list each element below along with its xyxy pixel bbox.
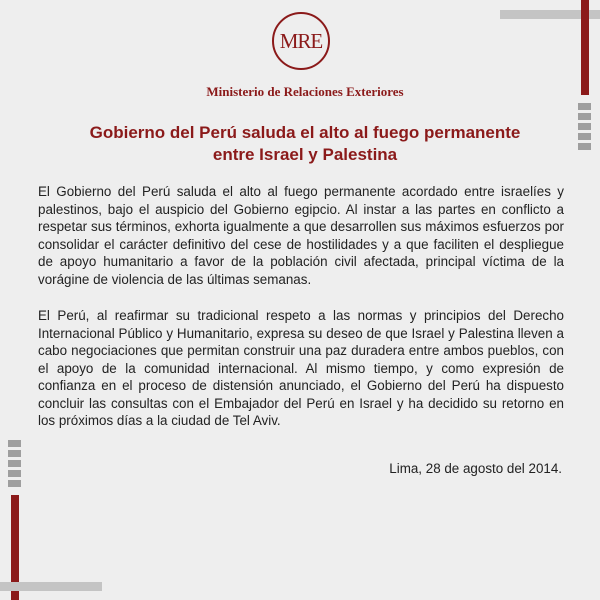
paragraph-2: El Perú, al reafirmar su tradicional respeto a las normas y principios del Derecho Internacional Público y Humanitario, expresa su deseo de que Israel y Palestina lleven a cabo negociaciones que permitan construir una paz duradera entre ambos pueblos, con el apoyo de la comunidad internacional. Al mismo tiempo, y como expresión de confianza en el proceso de distensión anunciado, el Gobierno del Perú ha dispuesto concluir las consultas con el Embajador del Perú en Israel y ha decidido su retorno en los próximos días a la ciudad de Tel Aviv.: [38, 308, 564, 428]
decorative-red-bar-top-right: [581, 0, 589, 95]
mre-logo: [272, 12, 330, 70]
paragraph-1: El Gobierno del Perú saluda el alto al fuego permanente acordado entre israelíes y palestinos, bajo el auspicio del Gobierno egipcio. Al instar a las partes en conflicto a respetar sus términos, exhorta igualmente a que desarrollen sus máximos esfuerzos por consolidar el carácter definitivo del cese de hostilidades y a que faciliten el despliegue de apoyo humanitario a favor de la población civil afectada, principal víctima de la vorágine de violencia de las últimas semanas.: [38, 184, 564, 287]
page-title: [40, 122, 570, 166]
title-line-2: entre Israel y Palestina: [212, 145, 398, 164]
decorative-squares-bottom-left: [8, 440, 21, 487]
decorative-squares-top-right: [578, 103, 591, 150]
decorative-gray-bar-bottom-left: [0, 582, 102, 591]
ministry-name: Ministerio de Relaciones Exteriores: [206, 84, 404, 99]
date-signature: Lima, 28 de agosto del 2014.: [389, 461, 562, 476]
logo-text: MRE: [279, 28, 323, 53]
title-line-1: Gobierno del Perú saluda el alto al fuego permanente: [89, 123, 521, 142]
